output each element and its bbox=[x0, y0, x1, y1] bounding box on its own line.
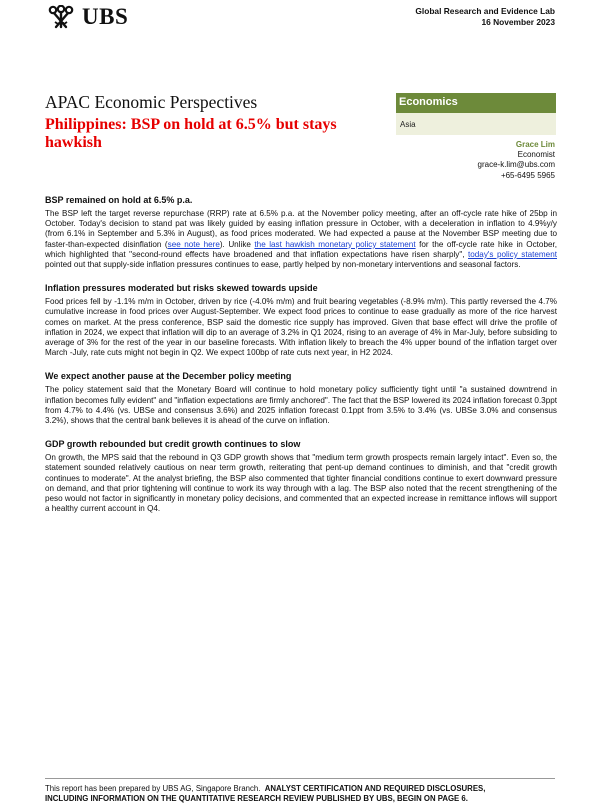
report-body bbox=[45, 195, 557, 527]
see-note-link[interactable]: see note here bbox=[167, 239, 220, 249]
keys-icon bbox=[44, 5, 78, 29]
publisher-line: Global Research and Evidence Lab bbox=[415, 6, 555, 16]
section-paragraph: On growth, the MPS said that the rebound in Q3 GDP growth shows that "medium term growth prospects remain largely intact". Even so, the statement sounded relatively cautious on near term growth, reiterating that pent-up demand continues to diminish, and that "credit growth continues to moderate". At the analyst briefing, the BSP also commented that tighter financial conditions continue to exert downward pressure on demand, and that prior tightening will continue to work its way through with a lag. The BSP also noted that the recent strengthening of the peso would not factor in significantly in monetary policy decisions, and commented that an expected increase in remittance inflows will support a healthy current account in Q4. bbox=[45, 453, 557, 514]
hawkish-statement-link[interactable]: the last hawkish monetary policy statement bbox=[254, 239, 416, 249]
section-paragraph: The BSP left the target reverse repurchase (RRP) rate at 6.5% p.a. at the November policy meeting, after an off-cycle rate hike of 25bp in October. Today's decision to stand pat was likely guided by easing inflation pressure in October, with a deceleration in inflation to 4.9%y/y (from 6.1% in September and 5.3% in August), as food prices moderated. We had expected a pause at the November BSP meeting due to faster-than-expected disinflation (see note here). Unlike the last hawkish monetary policy statement for the off-cycle rate hike in October, which highlighted that "second-round effects have broadened and that inflation expectations have risen sharply", today's policy statement pointed out that supply-side inflation pressures continues to ease, partly helped by non-monetary interventions and seasonal factors. bbox=[45, 209, 557, 270]
policy-statement-link[interactable]: today's policy statement bbox=[468, 249, 557, 259]
section-heading: We expect another pause at the December policy meeting bbox=[45, 371, 292, 382]
author-role: Economist bbox=[517, 150, 555, 160]
section-paragraph: The policy statement said that the Monetary Board will continue to hold monetary policy sufficiently tight until "a sustained downtrend in inflation becomes fully evident" and "inflation expectations are firmly anchored". The fact that the BSP lowered its 2024 inflation forecast 0.3ppt from 4.7% to 4.4% (vs. UBSe and consensus 3.6%) and 2025 inflation forecast 0.1ppt from 3.5% to 3.4% (vs. UBSe 3.0% and consensus 3.2%), shows that the central bank believes it is ahead of the curve on inflation. bbox=[45, 385, 557, 426]
author-email[interactable]: grace-k.lim@ubs.com bbox=[477, 160, 555, 170]
footer-disclosures: INCLUDING INFORMATION ON THE QUANTITATIVE RESEARCH REVIEW PUBLISHED BY UBS, BEGIN ON PAGE 6. bbox=[45, 793, 468, 803]
footer-divider bbox=[45, 778, 555, 779]
disclosure-footer bbox=[45, 784, 557, 803]
brand-name: UBS bbox=[82, 4, 129, 29]
category-badge: Economics bbox=[396, 93, 556, 113]
author-block bbox=[478, 140, 555, 181]
report-title: APAC Economic Perspectives bbox=[45, 92, 258, 112]
section-heading: GDP growth rebounded but credit growth continues to slow bbox=[45, 439, 301, 450]
author-name: Grace Lim bbox=[515, 140, 555, 149]
report-header bbox=[415, 6, 555, 28]
report-date: 16 November 2023 bbox=[481, 17, 555, 27]
footer-prepared-by: This report has been prepared by UBS AG, Singapore Branch. bbox=[45, 784, 261, 793]
section-paragraph: Food prices fell by -1.1% m/m in October, driven by rice (-4.0% m/m) and fruit bearing vegetables (-8.9% m/m). This partly reversed the 4.7% cumulative increase in food prices over August-September. We expect food prices to continue to ease gradually as more of the rice harvest comes on market. At the press conference, BSP said the domestic rice supply has improved. Given that base effect will drive the profile of inflation in 2024, we expect that inflation will dip to an average of 3.2% in Q1 2024, rising to an average of 4% in Mar-July, before subsiding to average of 3% for the rest of the year in our baseline forecasts. With inflation likely to breach the 4% upper bound of the inflation target over March -July, rate cuts might not begin in Q2. We expect 100bp of rate cuts next year, in H2 2024. bbox=[45, 297, 557, 358]
report-subtitle: Philippines: BSP on hold at 6.5% but stays hawkish bbox=[45, 116, 337, 151]
footer-certification: ANALYST CERTIFICATION AND REQUIRED DISCLOSURES, bbox=[264, 784, 486, 793]
section-heading: Inflation pressures moderated but risks skewed towards upside bbox=[45, 283, 318, 294]
ubs-logo bbox=[44, 4, 128, 30]
region-label: Asia bbox=[396, 113, 556, 135]
author-phone: +65-6495 5965 bbox=[500, 170, 555, 180]
section-heading: BSP remained on hold at 6.5% p.a. bbox=[45, 195, 193, 205]
